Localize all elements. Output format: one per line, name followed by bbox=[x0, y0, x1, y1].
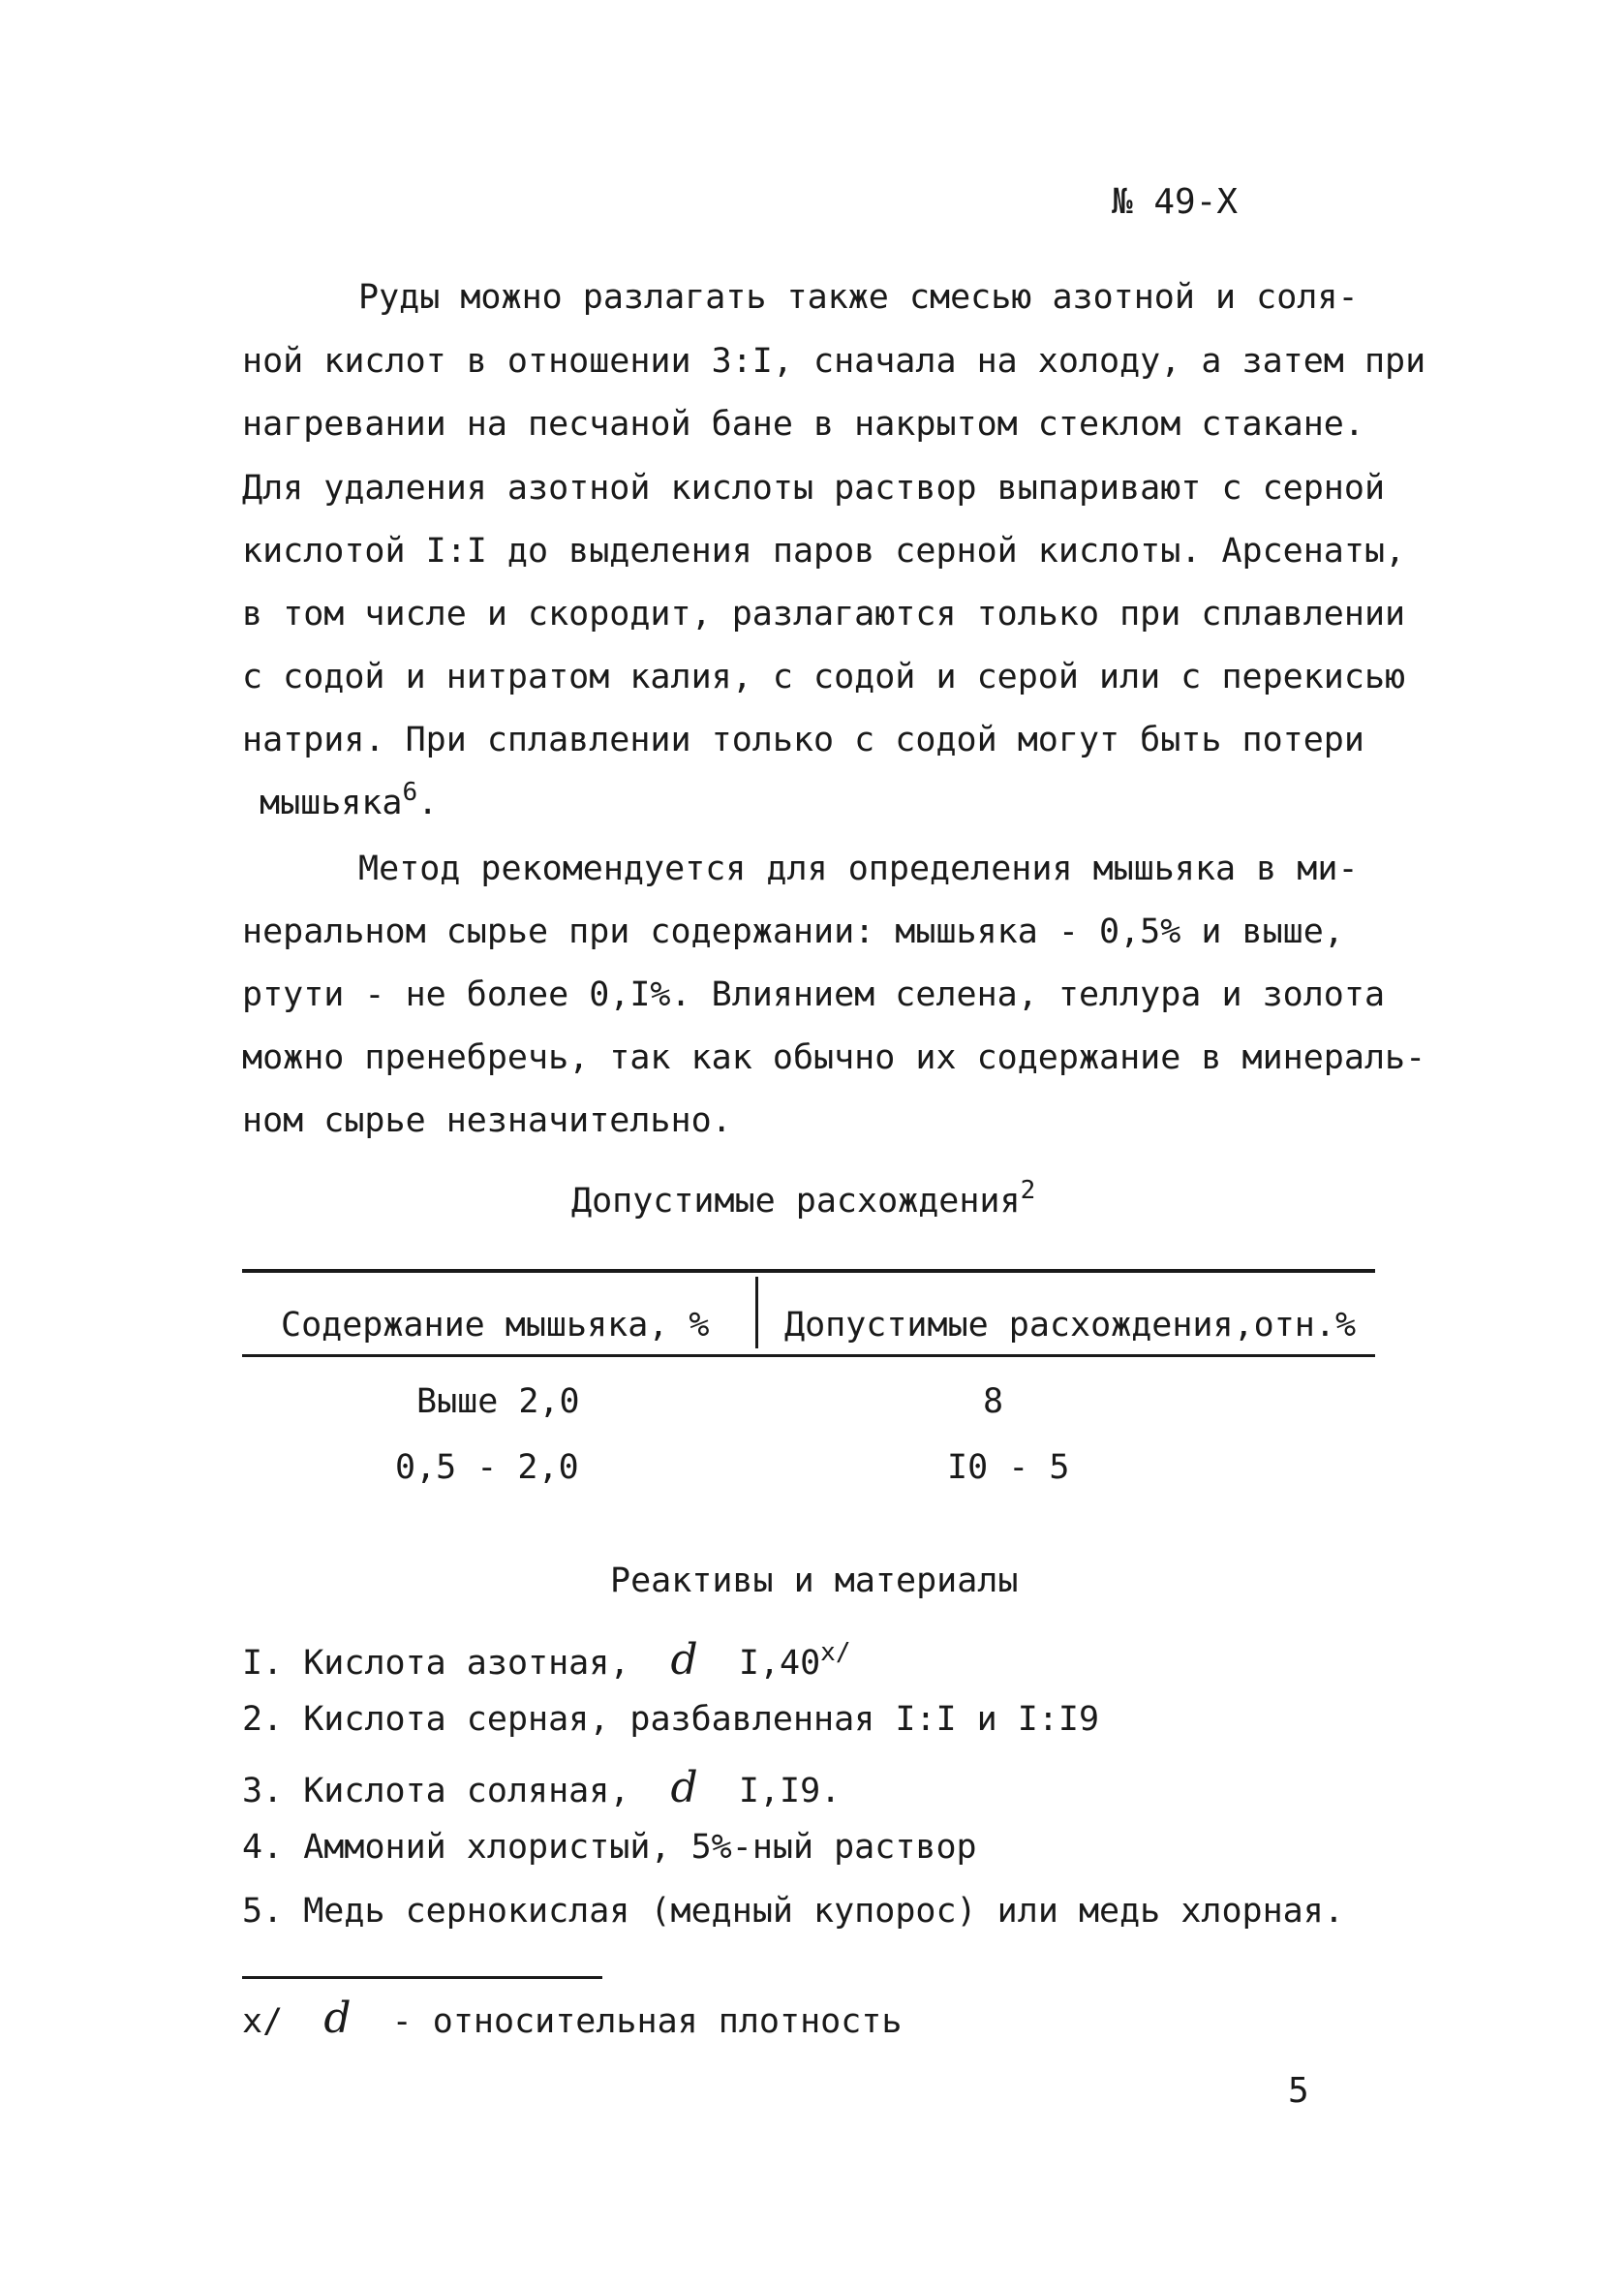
reagent-item bbox=[242, 1635, 851, 1685]
paragraph-line: ртути - не более 0,I%. Влиянием селена, теллура и золота bbox=[242, 975, 1386, 1014]
table-title bbox=[571, 1176, 1036, 1221]
density-symbol: d bbox=[670, 1763, 698, 1812]
item-text: Аммоний хлористый, 5%-ный раствор bbox=[303, 1828, 977, 1867]
density-symbol: d bbox=[670, 1635, 698, 1685]
item-number: 4. bbox=[242, 1828, 284, 1867]
item-number: 3. bbox=[242, 1772, 284, 1810]
item-text: Кислота азотная, bbox=[303, 1644, 630, 1683]
item-value: I,40 bbox=[738, 1644, 821, 1683]
reagent-item bbox=[242, 1763, 842, 1812]
table-header-cell: Содержание мышьяка, % bbox=[281, 1306, 710, 1345]
reference-superscript: 2 bbox=[1020, 1176, 1036, 1205]
paragraph-line: можно пренебречь, так как обычно их содержание в минераль- bbox=[242, 1038, 1426, 1077]
table-cell: 0,5 - 2,0 bbox=[395, 1448, 579, 1487]
footnote-separator bbox=[242, 1976, 602, 1979]
paragraph-line: неральном сырье при содержании: мышьяка - 0,5% и выше, bbox=[242, 912, 1344, 951]
reagent-item bbox=[242, 1828, 977, 1867]
table-header-rule bbox=[242, 1354, 1375, 1357]
footnote-text: - относительная плотность bbox=[391, 2002, 903, 2041]
text: мышьяка bbox=[260, 784, 403, 822]
table-cell: Выше 2,0 bbox=[416, 1382, 580, 1421]
paragraph-line: Метод рекомендуется для определения мышьяка в ми- bbox=[358, 850, 1359, 888]
item-text: Медь сернокислая (медный купорос) или медь хлорная. bbox=[303, 1892, 1344, 1931]
table-column-divider bbox=[755, 1277, 758, 1348]
reference-superscript: 6 bbox=[402, 778, 418, 807]
item-number: I. bbox=[242, 1644, 284, 1683]
paragraph-line: Для удаления азотной кислоты раствор выпаривают с серной bbox=[242, 469, 1386, 508]
footnote-reference: x/ bbox=[820, 1638, 851, 1667]
paragraph-line: ном сырье незначительно. bbox=[242, 1101, 732, 1140]
document-number: № 49-X bbox=[1112, 182, 1239, 222]
paragraph-line: в том числе и скородит, разлагаются только при сплавлении bbox=[242, 595, 1406, 634]
paragraph-line-last bbox=[260, 778, 439, 822]
table-cell: 8 bbox=[983, 1382, 1004, 1421]
paragraph-line: ной кислот в отношении 3:I, сначала на холоду, а затем при bbox=[242, 342, 1426, 381]
text: . bbox=[417, 784, 439, 822]
reagents-title: Реактивы и материалы bbox=[610, 1561, 1019, 1600]
item-value: I,I9. bbox=[738, 1772, 842, 1810]
item-text: Кислота серная, разбавленная I:I и I:I9 bbox=[303, 1700, 1100, 1739]
density-symbol: d bbox=[323, 1994, 352, 2043]
paragraph-line: нагревании на песчаной бане в накрытом стеклом стакане. bbox=[242, 405, 1364, 444]
paragraph-line: натрия. При сплавлении только с содой могут быть потери bbox=[242, 721, 1364, 759]
table-cell: I0 - 5 bbox=[947, 1448, 1070, 1487]
paragraph-line: с содой и нитратом калия, с содой и серой или с перекисью bbox=[242, 658, 1406, 696]
item-number: 5. bbox=[242, 1892, 284, 1931]
paragraph-line: Руды можно разлагать также смесью азотной и соля- bbox=[358, 278, 1359, 317]
item-number: 2. bbox=[242, 1700, 284, 1739]
reagent-item bbox=[242, 1700, 1100, 1739]
reagent-item bbox=[242, 1892, 1344, 1931]
page-number: 5 bbox=[1288, 2071, 1309, 2111]
text: Допустимые расхождения bbox=[571, 1182, 1021, 1221]
footnote-mark: x/ bbox=[242, 2002, 284, 2041]
item-text: Кислота соляная, bbox=[303, 1772, 630, 1810]
footnote bbox=[242, 1994, 903, 2043]
paragraph-line: кислотой I:I до выделения паров серной кислоты. Арсенаты, bbox=[242, 532, 1406, 571]
table-header-cell: Допустимые расхождения,отн.% bbox=[784, 1306, 1357, 1345]
table-top-rule bbox=[242, 1269, 1375, 1273]
